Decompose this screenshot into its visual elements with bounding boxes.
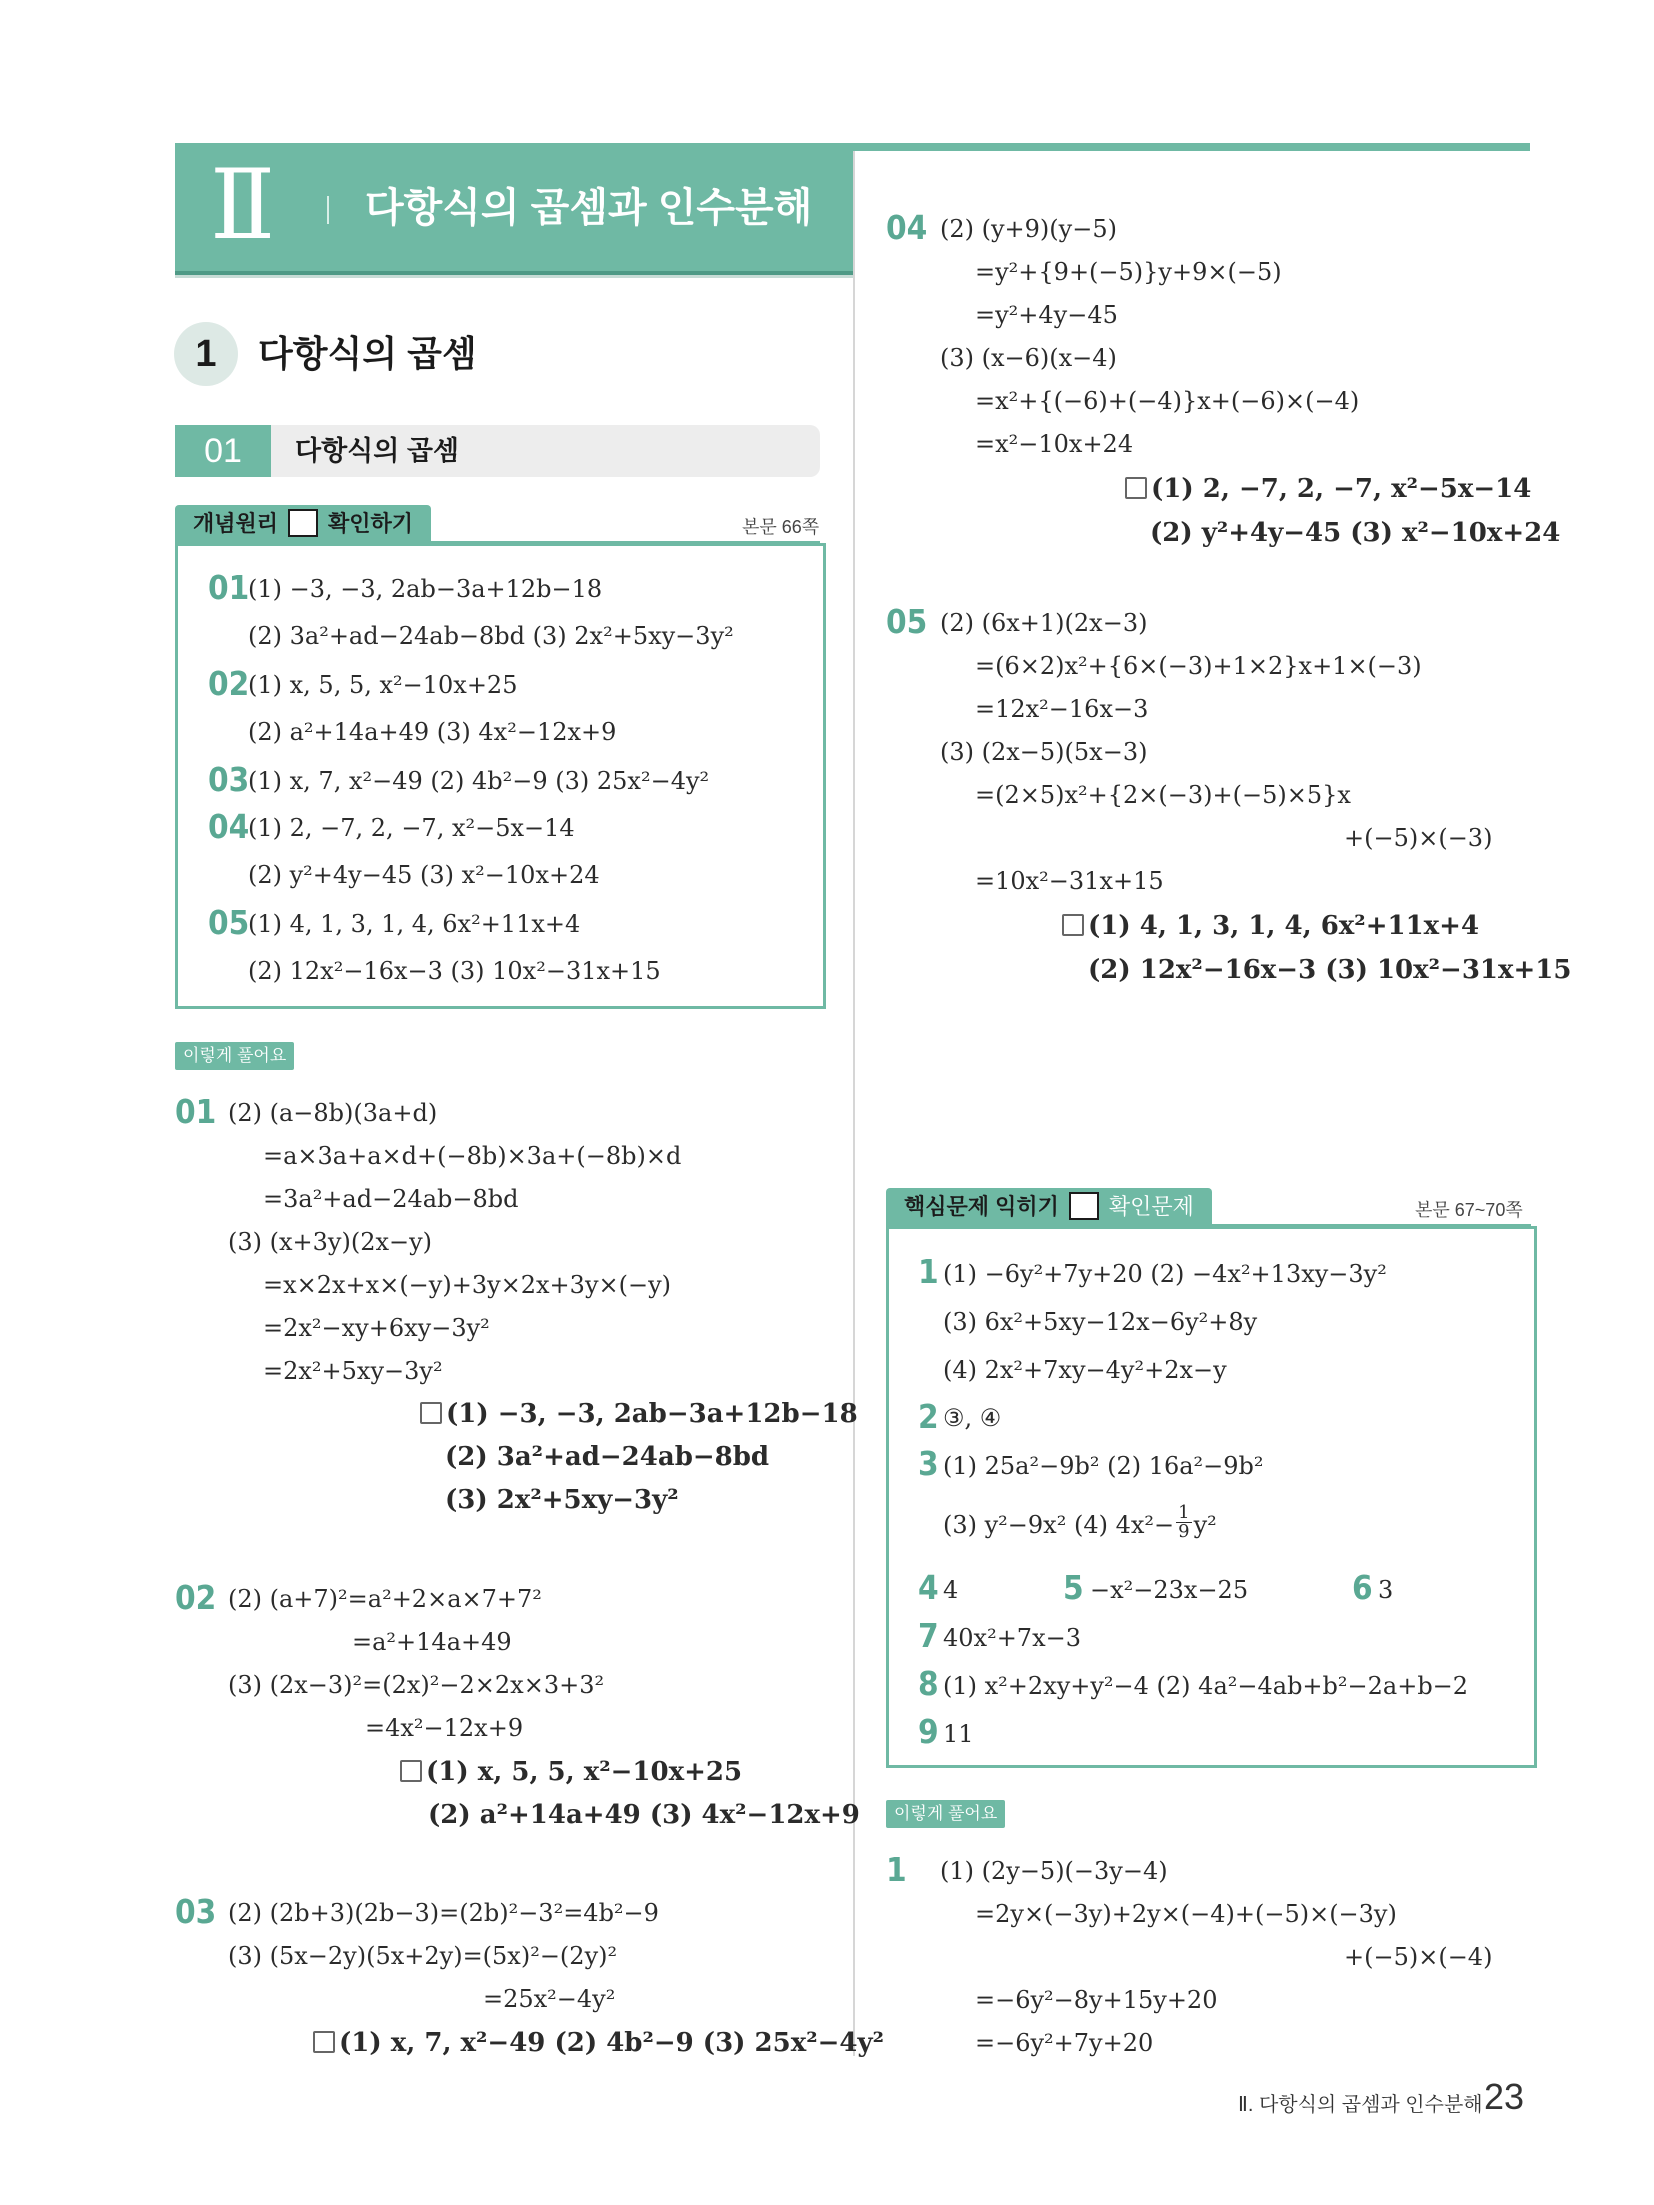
final-answer: (1) −3, −3, 2ab−3a+12b−18 [420, 1397, 858, 1431]
answer-line: (1) x, 5, 5, x²−10x+25 [248, 671, 518, 699]
solution-line: (3) (2x−3)²=(2x)²−2×2x×3+3² [228, 1671, 605, 1699]
solution-line: +(−5)×(−3) [1344, 824, 1493, 852]
answer-line: 11 [943, 1720, 974, 1748]
answer-line: (3) y²−9x² (4) 4x²− $\frac{1}{9}$ y² [943, 1502, 1217, 1542]
solution-line: =25x²−4y² [483, 1985, 616, 2013]
answer-line: (1) −3, −3, 2ab−3a+12b−18 [248, 575, 603, 603]
solution-line: =3a²+ad−24ab−8bd [263, 1185, 519, 1213]
subsection-title: 다항식의 곱셈 [295, 436, 459, 466]
key-icon [1069, 1192, 1099, 1220]
solution-line: =x×2x+x×(−y)+3y×2x+3y×(−y) [263, 1271, 671, 1299]
item-number: 5 [1063, 1568, 1084, 1607]
answer-line: (1) x²+2xy+y²−4 (2) 4a²−4ab+b²−2a+b−2 [943, 1672, 1469, 1700]
solution-line: (2) (6x+1)(2x−3) [940, 609, 1148, 637]
final-answer: (2) 12x²−16x−3 (3) 10x²−31x+15 [1088, 955, 1572, 985]
answer-line: (2) y²+4y−45 (3) x²−10x+24 [248, 861, 600, 889]
solution-line: =4x²−12x+9 [365, 1714, 524, 1742]
item-number: 01 [208, 568, 250, 607]
final-answer: (1) x, 5, 5, x²−10x+25 [400, 1755, 742, 1789]
solution-number: 04 [886, 208, 928, 247]
item-number: 6 [1352, 1568, 1373, 1607]
subsection-bar [175, 425, 820, 477]
answer-line: 3 [1378, 1576, 1394, 1604]
answer-line: −x²−23x−25 [1090, 1576, 1249, 1604]
concept-tab-label-2: 확인하기 [328, 511, 414, 536]
answer-icon [1125, 477, 1147, 499]
item-number: 04 [208, 807, 250, 846]
solution-line: (3) (x−6)(x−4) [940, 344, 1117, 372]
item-number: 8 [918, 1664, 939, 1703]
item-number: 2 [918, 1397, 939, 1436]
solution-line: =2x²+5xy−3y² [263, 1357, 443, 1385]
solution-line: (3) (5x−2y)(5x+2y)=(5x)²−(2y)² [228, 1942, 618, 1970]
solution-line: (2) (a−8b)(3a+d) [228, 1099, 438, 1127]
section-title: 다항식의 곱셈 [258, 333, 477, 374]
solution-tag: 이렇게 풀어요 [886, 1800, 1005, 1828]
final-answer: (2) 3a²+ad−24ab−8bd [445, 1442, 770, 1472]
solution-line: (2) (2b+3)(2b−3)=(2b)²−3²=4b²−9 [228, 1899, 659, 1927]
answer-line: ③, ④ [943, 1404, 1002, 1432]
fraction-numerator: 1 [1178, 1502, 1190, 1523]
final-answer: (2) y²+4y−45 (3) x²−10x+24 [1150, 518, 1561, 548]
solution-line: =−6y²−8y+15y+20 [975, 1986, 1218, 2014]
solution-line: =2x²−xy+6xy−3y² [263, 1314, 490, 1342]
solution-line: =10x²−31x+15 [975, 867, 1164, 895]
solution-tag: 이렇게 풀어요 [175, 1042, 294, 1070]
solution-line: =x²+{(−6)+(−4)}x+(−6)×(−4) [975, 387, 1360, 415]
solution-line: (2) (a+7)²=a²+2×a×7+7² [228, 1585, 542, 1613]
banner-divider [327, 196, 329, 224]
final-answer: (1) 2, −7, 2, −7, x²−5x−14 [1125, 472, 1531, 506]
answer-line: (2) 12x²−16x−3 (3) 10x²−31x+15 [248, 957, 661, 985]
answer-line: 4 [943, 1576, 959, 1604]
answer-icon [1062, 914, 1084, 936]
solution-line: =12x²−16x−3 [975, 695, 1149, 723]
answer-line: (1) x, 7, x²−49 (2) 4b²−9 (3) 25x²−4y² [248, 767, 710, 795]
answer-icon [400, 1760, 422, 1782]
core-tab [886, 1188, 1212, 1226]
concept-tab-label: 개념원리 [193, 511, 279, 536]
answer-line: 40x²+7x−3 [943, 1624, 1081, 1652]
column-divider [853, 151, 855, 2056]
solution-line: =(6×2)x²+{6×(−3)+1×2}x+1×(−3) [975, 652, 1422, 680]
solution-number: 02 [175, 1578, 217, 1617]
item-number: 05 [208, 903, 250, 942]
answer-line: (1) 2, −7, 2, −7, x²−5x−14 [248, 814, 575, 842]
answer-line: (1) −6y²+7y+20 (2) −4x²+13xy−3y² [943, 1260, 1387, 1288]
solution-number: 03 [175, 1892, 217, 1931]
item-number: 1 [918, 1252, 939, 1291]
solution-line: =2y×(−3y)+2y×(−4)+(−5)×(−3y) [975, 1900, 1397, 1928]
core-tab-label: 핵심문제 익히기 [904, 1194, 1059, 1219]
final-answer: (1) 4, 1, 3, 1, 4, 6x²+11x+4 [1062, 909, 1479, 943]
item-number: 02 [208, 664, 250, 703]
solution-number: 1 [886, 1850, 907, 1889]
solution-number: 05 [886, 602, 928, 641]
solution-number: 01 [175, 1092, 217, 1131]
concept-tab [175, 505, 431, 543]
note-icon [288, 509, 318, 537]
chapter-numeral: Ⅱ [210, 149, 272, 261]
solution-line: =a×3a+a×d+(−8b)×3a+(−8b)×d [263, 1142, 682, 1170]
solution-line: =y²+4y−45 [975, 301, 1118, 329]
solution-line: +(−5)×(−4) [1344, 1943, 1493, 1971]
final-answer: (2) a²+14a+49 (3) 4x²−12x+9 [428, 1800, 860, 1830]
final-answer: (1) x, 7, x²−49 (2) 4b²−9 (3) 25x²−4y² [313, 2026, 884, 2060]
section-number: 1 [195, 333, 217, 375]
fraction-denominator: 9 [1178, 1521, 1190, 1542]
answer-icon [420, 1402, 442, 1424]
answer-line: (4) 2x²+7xy−4y²+2x−y [943, 1356, 1227, 1384]
item-number: 03 [208, 760, 250, 799]
answer-line: (2) a²+14a+49 (3) 4x²−12x+9 [248, 718, 617, 746]
answer-line: (2) 3a²+ad−24ab−8bd (3) 2x²+5xy−3y² [248, 622, 734, 650]
solution-line: =−6y²+7y+20 [975, 2029, 1154, 2057]
solution-line: (1) (2y−5)(−3y−4) [940, 1857, 1168, 1885]
item-number: 7 [918, 1616, 939, 1655]
page-ref: 본문 66쪽 [742, 517, 820, 537]
answer-line: (1) 4, 1, 3, 1, 4, 6x²+11x+4 [248, 910, 581, 938]
chapter-title: 다항식의 곱셈과 인수분해 [365, 186, 813, 230]
solution-line: (3) (x+3y)(2x−y) [228, 1228, 433, 1256]
solution-line: =a²+14a+49 [352, 1628, 512, 1656]
page-ref: 본문 67~70쪽 [1415, 1200, 1523, 1220]
answer-icon [313, 2031, 335, 2053]
item-number: 9 [918, 1712, 939, 1751]
item-number: 3 [918, 1444, 939, 1483]
solution-line: =(2×5)x²+{2×(−3)+(−5)×5}x [975, 781, 1351, 809]
answer-line: (3) 6x²+5xy−12x−6y²+8y [943, 1308, 1258, 1336]
solution-line: =y²+{9+(−5)}y+9×(−5) [975, 258, 1282, 286]
solution-line: (3) (2x−5)(5x−3) [940, 738, 1148, 766]
solution-line: (2) (y+9)(y−5) [940, 215, 1117, 243]
footer-chapter: Ⅱ. 다항식의 곱셈과 인수분해 [1238, 2094, 1483, 2116]
subsection-number: 01 [175, 425, 271, 477]
page-number: 23 [1484, 2076, 1525, 2117]
answer-line: (1) 25a²−9b² (2) 16a²−9b² [943, 1452, 1264, 1480]
final-answer: (3) 2x²+5xy−3y² [445, 1485, 679, 1515]
core-tab-label-2: 확인문제 [1108, 1194, 1194, 1219]
solution-line: =x²−10x+24 [975, 430, 1134, 458]
item-number: 4 [918, 1568, 939, 1607]
